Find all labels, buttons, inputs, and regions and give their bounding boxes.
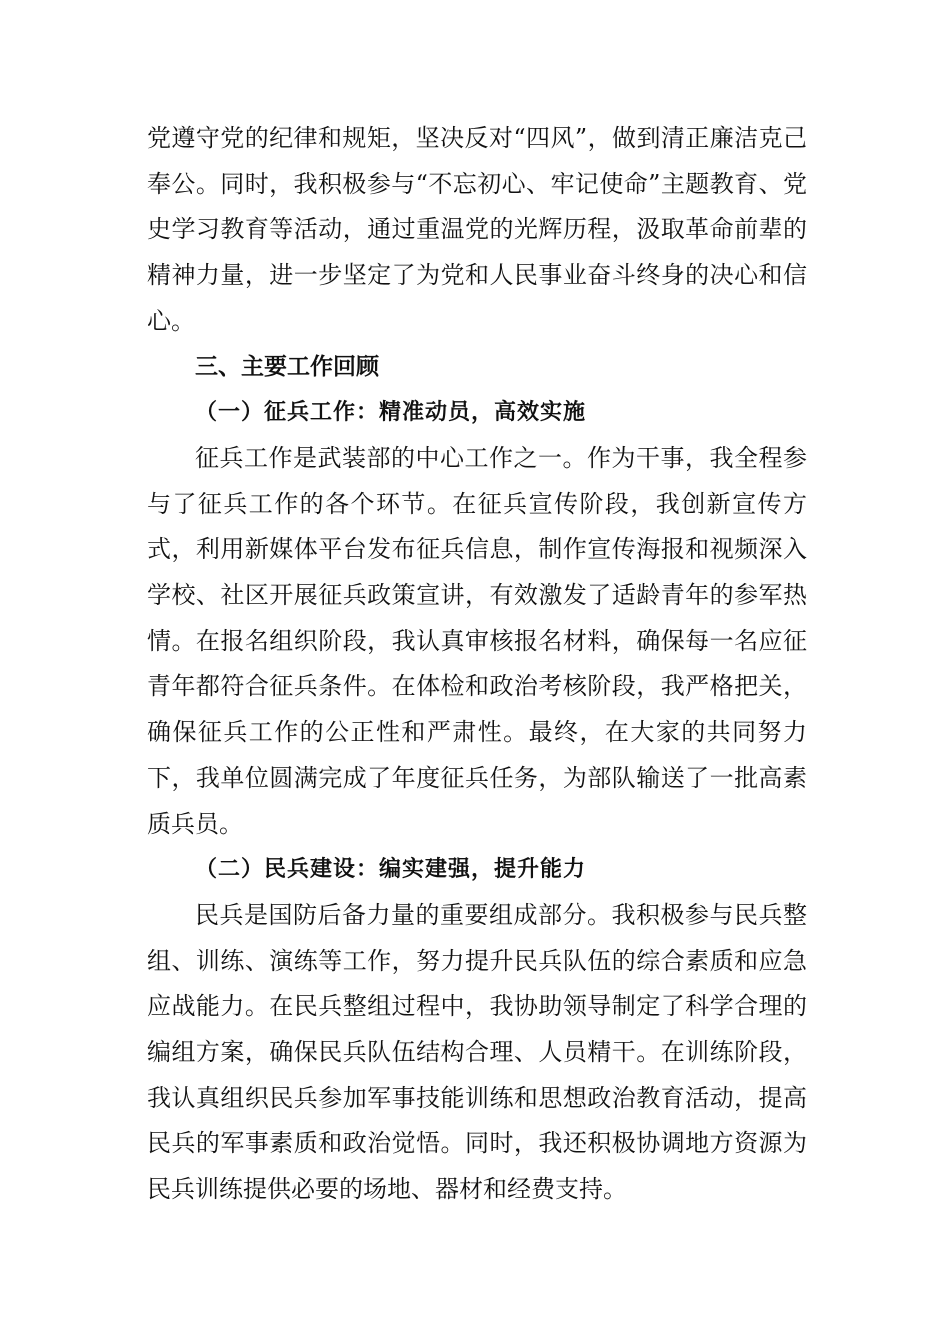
section-heading: 三、主要工作回顾	[195, 353, 379, 380]
subsection-heading-recruitment: （一）征兵工作：精准动员，高效实施	[195, 400, 587, 426]
paragraph-recruitment: 征兵工作是武装部的中心工作之一。作为干事，我全程参与了征兵工作的各个环节。在征兵宣传阶段，我创新宣传方式，利用新媒体平台发布征兵信息，制作宣传海报和视频深入学校、社区开展征兵政策宣讲，有效激发了适龄青年的参军热情。在报名组织阶段，我认真审核报名材料，确保每一名应征青年都符合征兵条件。在体检和政治考核阶段，我严格把关，确保征兵工作的公正性和严肃性。最终，在大家的共同努力下，我单位圆满完成了年度征兵任务，为部队输送了一批高素质兵员。	[147, 443, 807, 838]
paragraph-continued: 党遵守党的纪律和规矩，坚决反对“四风”，做到清正廉洁克己奉公。同时，我积极参与“不忘初心、牢记使命”主题教育、党史学习教育等活动，通过重温党的光辉历程，汲取革命前辈的精神力量，进一步坚定了为党和人民事业奋斗终身的决心和信心。	[147, 124, 807, 335]
document-page	[147, 116, 807, 1213]
subsection-heading-militia: （二）民兵建设：编实建强，提升能力	[195, 857, 587, 883]
paragraph-militia: 民兵是国防后备力量的重要组成部分。我积极参与民兵整组、训练、演练等工作，努力提升民兵队伍的综合素质和应急应战能力。在民兵整组过程中，我协助领导制定了科学合理的编组方案，确保民兵队伍结构合理、人员精干。在训练阶段，我认真组织民兵参加军事技能训练和思想政治教育活动，提高民兵的军事素质和政治觉悟。同时，我还积极协调地方资源为民兵训练提供必要的场地、器材和经费支持。	[147, 900, 807, 1204]
